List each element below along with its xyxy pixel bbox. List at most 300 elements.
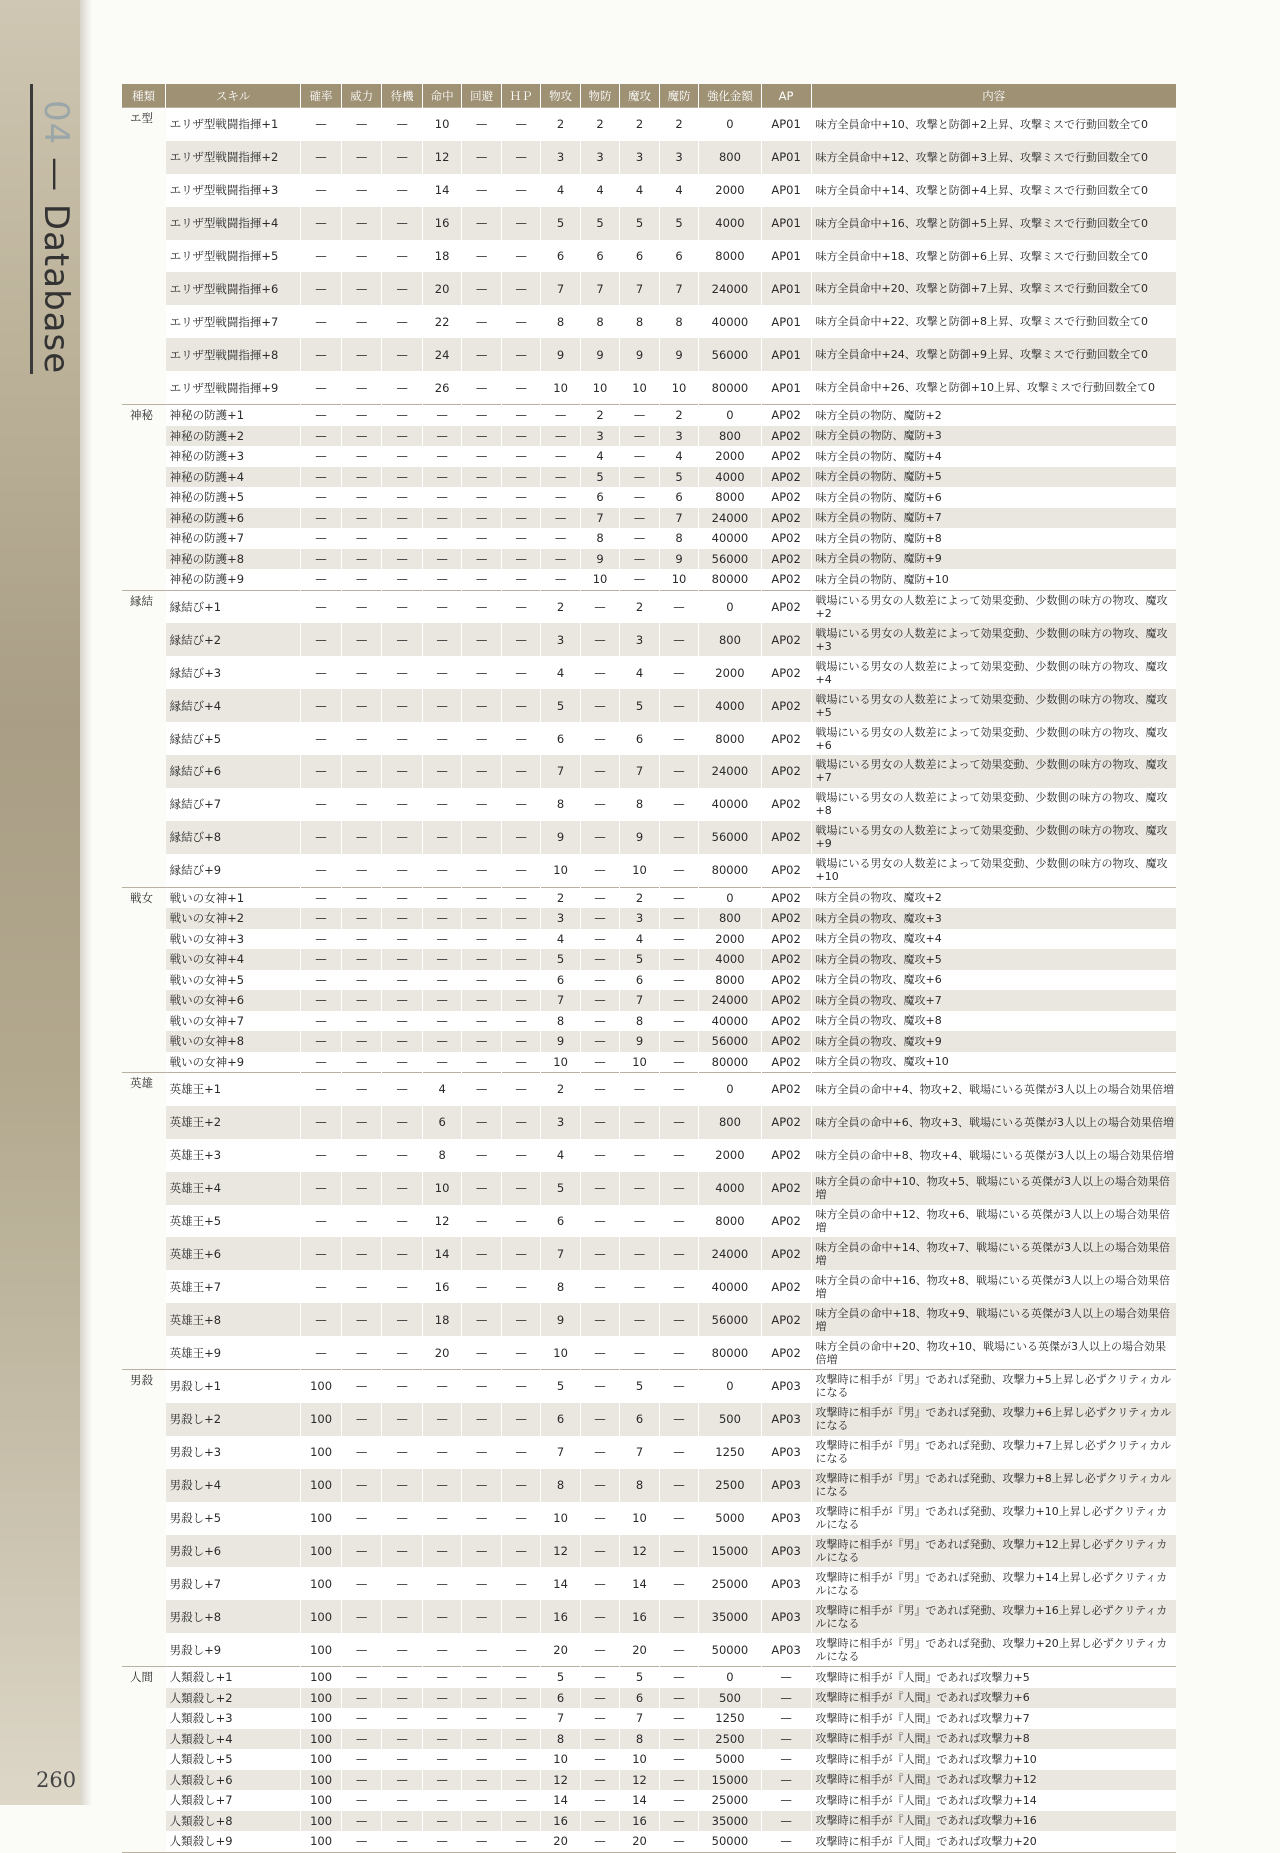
stat-cell: 6 (620, 1688, 659, 1709)
stat-cell: — (341, 1237, 382, 1270)
stat-cell: 100 (301, 1370, 342, 1403)
stat-cell: — (501, 1073, 540, 1106)
stat-cell: 0 (699, 1667, 761, 1688)
stat-cell: — (462, 1403, 501, 1436)
stat-cell: 12 (422, 141, 461, 174)
stat-cell: — (501, 990, 540, 1011)
stat-cell: — (382, 528, 423, 549)
stat-cell: — (462, 1749, 501, 1770)
skill-type-cell (122, 755, 166, 788)
column-header: 強化金額 (699, 84, 761, 108)
stat-cell: 16 (541, 1600, 580, 1633)
stat-cell: 1250 (699, 1708, 761, 1729)
skill-type-cell (122, 1139, 166, 1172)
stat-cell: AP02 (761, 929, 811, 950)
stat-cell: — (301, 1205, 342, 1238)
stat-cell: — (382, 569, 423, 590)
column-header: 回避 (462, 84, 501, 108)
stat-cell: — (659, 1535, 698, 1568)
stat-cell: AP01 (761, 108, 811, 141)
stat-cell: — (382, 990, 423, 1011)
skill-name-cell: 縁結び+7 (166, 788, 301, 821)
stat-cell: — (341, 338, 382, 371)
stat-cell: 16 (620, 1811, 659, 1832)
table-row (122, 1708, 1176, 1729)
stat-cell: AP01 (761, 141, 811, 174)
description-cell: 味方全員の物攻、魔攻+4 (811, 929, 1176, 950)
stat-cell: — (659, 1237, 698, 1270)
stat-cell: 25000 (699, 1567, 761, 1600)
stat-cell: — (462, 623, 501, 656)
stat-cell: 3 (541, 908, 580, 929)
stat-cell: AP01 (761, 371, 811, 404)
stat-cell: — (462, 174, 501, 207)
stat-cell: — (301, 949, 342, 970)
stat-cell: 7 (541, 990, 580, 1011)
table-row (122, 207, 1176, 240)
table-row (122, 338, 1176, 371)
stat-cell: 800 (699, 908, 761, 929)
stat-cell: 10 (659, 569, 698, 590)
stat-cell: — (301, 338, 342, 371)
stat-cell: — (462, 1052, 501, 1073)
stat-cell: 2000 (699, 174, 761, 207)
stat-cell: AP02 (761, 854, 811, 887)
stat-cell: — (580, 1502, 619, 1535)
stat-cell: — (301, 108, 342, 141)
chapter-title: 04 — Database (36, 100, 76, 375)
stat-cell: — (580, 1770, 619, 1791)
description-cell: 味方全員の物攻、魔攻+8 (811, 1011, 1176, 1032)
stat-cell: — (462, 1502, 501, 1535)
skill-type-cell (122, 1811, 166, 1832)
stat-cell: 100 (301, 1729, 342, 1750)
stat-cell: — (501, 1749, 540, 1770)
description-cell: 攻撃時に相手が『男』であれば発動、攻撃力+20上昇し必ずクリティカルになる (811, 1633, 1176, 1666)
stat-cell: AP03 (761, 1633, 811, 1666)
stat-cell: 3 (541, 141, 580, 174)
skill-type-cell (122, 1469, 166, 1502)
stat-cell: 20 (541, 1831, 580, 1852)
stat-cell: — (580, 970, 619, 991)
column-header: 内容 (811, 84, 1176, 108)
stat-cell: — (382, 821, 423, 854)
stat-cell: — (382, 1469, 423, 1502)
skill-name-cell: 神秘の防護+1 (166, 405, 301, 426)
stat-cell: — (541, 508, 580, 529)
column-header: スキル (166, 84, 301, 108)
stat-cell: — (462, 1567, 501, 1600)
stat-cell: — (462, 1139, 501, 1172)
stat-cell: — (580, 854, 619, 887)
stat-cell: — (422, 821, 461, 854)
description-cell: 味方全員命中+26、攻撃と防御+10上昇、攻撃ミスで行動回数全て0 (811, 371, 1176, 404)
stat-cell: — (501, 487, 540, 508)
stat-cell: 14 (620, 1790, 659, 1811)
stat-cell: — (341, 722, 382, 755)
description-cell: 味方全員の物防、魔防+8 (811, 528, 1176, 549)
stat-cell: — (341, 1535, 382, 1568)
stat-cell: 8 (659, 305, 698, 338)
stat-cell: — (501, 755, 540, 788)
stat-cell: 10 (580, 569, 619, 590)
stat-cell: — (501, 141, 540, 174)
skill-name-cell: 神秘の防護+6 (166, 508, 301, 529)
skill-type-cell (122, 1502, 166, 1535)
description-cell: 味方全員命中+22、攻撃と防御+8上昇、攻撃ミスで行動回数全て0 (811, 305, 1176, 338)
stat-cell: — (382, 1708, 423, 1729)
stat-cell: — (422, 446, 461, 467)
description-cell: 味方全員の命中+8、物攻+4、戦場にいる英傑が3人以上の場合効果倍増 (811, 1139, 1176, 1172)
table-row (122, 1831, 1176, 1852)
stat-cell: — (462, 108, 501, 141)
skill-name-cell: 英雄王+6 (166, 1237, 301, 1270)
description-cell: 攻撃時に相手が『人間』であれば攻撃力+7 (811, 1708, 1176, 1729)
stat-cell: 24000 (699, 990, 761, 1011)
stat-cell: — (620, 508, 659, 529)
skill-type-cell (122, 1303, 166, 1336)
skill-type-cell (122, 1336, 166, 1369)
stat-cell: — (501, 929, 540, 950)
stat-cell: 20 (422, 1336, 461, 1369)
stat-cell: AP02 (761, 1205, 811, 1238)
stat-cell: — (422, 929, 461, 950)
stat-cell: — (580, 755, 619, 788)
stat-cell: — (580, 1436, 619, 1469)
stat-cell: — (341, 207, 382, 240)
stat-cell: — (301, 590, 342, 623)
stat-cell: 100 (301, 1831, 342, 1852)
description-cell: 味方全員の物防、魔防+3 (811, 426, 1176, 447)
stat-cell: 2 (620, 590, 659, 623)
column-header: ＨＰ (501, 84, 540, 108)
table-row (122, 508, 1176, 529)
skill-type-cell (122, 338, 166, 371)
stat-cell: — (341, 1370, 382, 1403)
skill-type-cell (122, 722, 166, 755)
skill-type-cell (122, 1567, 166, 1600)
stat-cell: 4 (620, 174, 659, 207)
stat-cell: 6 (580, 240, 619, 273)
stat-cell: 5 (659, 467, 698, 488)
stat-cell: — (620, 426, 659, 447)
stat-cell: — (462, 1667, 501, 1688)
stat-cell: — (422, 854, 461, 887)
stat-cell: — (341, 1567, 382, 1600)
stat-cell: — (501, 305, 540, 338)
stat-cell: 800 (699, 1106, 761, 1139)
stat-cell: 25000 (699, 1790, 761, 1811)
stat-cell: 6 (541, 240, 580, 273)
table-row (122, 623, 1176, 656)
stat-cell: — (501, 1031, 540, 1052)
stat-cell: 9 (620, 338, 659, 371)
stat-cell: — (341, 405, 382, 426)
skill-type-cell: 男殺 (122, 1370, 166, 1403)
skill-name-cell: 神秘の防護+8 (166, 549, 301, 570)
stat-cell: 8 (541, 1469, 580, 1502)
stat-cell: — (382, 1336, 423, 1369)
stat-cell: 9 (659, 338, 698, 371)
stat-cell: 2 (620, 108, 659, 141)
stat-cell: — (301, 549, 342, 570)
stat-cell: — (501, 508, 540, 529)
stat-cell: — (541, 405, 580, 426)
stat-cell: — (422, 1667, 461, 1688)
stat-cell: 4 (541, 174, 580, 207)
stat-cell: — (462, 1172, 501, 1205)
table-row (122, 371, 1176, 404)
skill-type-cell (122, 528, 166, 549)
stat-cell: — (580, 1205, 619, 1238)
stat-cell: 8 (541, 788, 580, 821)
stat-cell: 4 (659, 446, 698, 467)
stat-cell: — (301, 970, 342, 991)
stat-cell: 5 (541, 1172, 580, 1205)
description-cell: 戦場にいる男女の人数差によって効果変動、少数側の味方の物攻、魔攻+7 (811, 755, 1176, 788)
description-cell: 味方全員命中+10、攻撃と防御+2上昇、攻撃ミスで行動回数全て0 (811, 108, 1176, 141)
stat-cell: — (501, 1139, 540, 1172)
stat-cell: — (761, 1831, 811, 1852)
stat-cell: — (301, 1011, 342, 1032)
stat-cell: — (659, 990, 698, 1011)
stat-cell: AP02 (761, 590, 811, 623)
stat-cell: AP02 (761, 1336, 811, 1369)
column-header: 命中 (422, 84, 461, 108)
stat-cell: 100 (301, 1502, 342, 1535)
stat-cell: 40000 (699, 1011, 761, 1032)
stat-cell: 5 (541, 207, 580, 240)
stat-cell: — (620, 1073, 659, 1106)
stat-cell: — (301, 569, 342, 590)
stat-cell: — (382, 1633, 423, 1666)
skill-type-cell (122, 1205, 166, 1238)
stat-cell: 3 (541, 1106, 580, 1139)
stat-cell: — (620, 1172, 659, 1205)
skill-name-cell: 英雄王+8 (166, 1303, 301, 1336)
stat-cell: — (659, 1502, 698, 1535)
stat-cell: 20 (620, 1633, 659, 1666)
stat-cell: — (501, 1106, 540, 1139)
stat-cell: 6 (422, 1106, 461, 1139)
description-cell: 味方全員の物攻、魔攻+9 (811, 1031, 1176, 1052)
stat-cell: 8 (620, 1469, 659, 1502)
stat-cell: — (382, 656, 423, 689)
stat-cell: 500 (699, 1403, 761, 1436)
stat-cell: 50000 (699, 1831, 761, 1852)
stat-cell: 800 (699, 426, 761, 447)
stat-cell: 7 (541, 1237, 580, 1270)
skill-name-cell: 神秘の防護+7 (166, 528, 301, 549)
stat-cell: 3 (620, 141, 659, 174)
stat-cell: — (341, 1270, 382, 1303)
stat-cell: 6 (580, 487, 619, 508)
stat-cell: 8 (580, 305, 619, 338)
stat-cell: — (620, 1336, 659, 1369)
stat-cell: 7 (659, 508, 698, 529)
stat-cell: 7 (580, 272, 619, 305)
stat-cell: — (580, 1370, 619, 1403)
skill-name-cell: 縁結び+1 (166, 590, 301, 623)
stat-cell: — (620, 1139, 659, 1172)
table-row (122, 1535, 1176, 1568)
stat-cell: — (620, 446, 659, 467)
stat-cell: 15000 (699, 1535, 761, 1568)
stat-cell: — (301, 1106, 342, 1139)
description-cell: 味方全員の物攻、魔攻+2 (811, 887, 1176, 908)
table-row (122, 970, 1176, 991)
stat-cell: — (501, 1205, 540, 1238)
stat-cell: — (620, 1106, 659, 1139)
stat-cell: 9 (541, 1303, 580, 1336)
stat-cell: — (422, 990, 461, 1011)
stat-cell: — (422, 970, 461, 991)
stat-cell: 4 (580, 174, 619, 207)
stat-cell: 100 (301, 1436, 342, 1469)
table-row (122, 1749, 1176, 1770)
stat-cell: 20 (620, 1831, 659, 1852)
stat-cell: AP02 (761, 528, 811, 549)
stat-cell: — (422, 487, 461, 508)
stat-cell: AP02 (761, 821, 811, 854)
stat-cell: AP02 (761, 405, 811, 426)
stat-cell: — (301, 1139, 342, 1172)
description-cell: 味方全員の物防、魔防+7 (811, 508, 1176, 529)
skill-name-cell: エリザ型戦闘指揮+4 (166, 207, 301, 240)
stat-cell: 35000 (699, 1811, 761, 1832)
stat-cell: — (580, 1403, 619, 1436)
stat-cell: — (382, 722, 423, 755)
stat-cell: — (341, 240, 382, 273)
stat-cell: — (659, 722, 698, 755)
stat-cell: 12 (541, 1535, 580, 1568)
table-row (122, 1633, 1176, 1666)
chapter-rule (30, 84, 33, 374)
stat-cell: — (382, 1237, 423, 1270)
stat-cell: — (341, 1708, 382, 1729)
stat-cell: — (301, 755, 342, 788)
stat-cell: — (462, 1031, 501, 1052)
stat-cell: — (422, 1688, 461, 1709)
stat-cell: 5 (541, 949, 580, 970)
stat-cell: — (341, 854, 382, 887)
skill-type-cell: 縁結 (122, 590, 166, 623)
stat-cell: AP02 (761, 508, 811, 529)
stat-cell: 7 (620, 755, 659, 788)
stat-cell: — (422, 1469, 461, 1502)
stat-cell: — (341, 1106, 382, 1139)
stat-cell: 10 (580, 371, 619, 404)
stat-cell: — (501, 689, 540, 722)
stat-cell: — (301, 689, 342, 722)
stat-cell: 4000 (699, 207, 761, 240)
stat-cell: AP02 (761, 949, 811, 970)
skill-name-cell: 英雄王+3 (166, 1139, 301, 1172)
stat-cell: AP03 (761, 1403, 811, 1436)
skill-type-cell: エ型 (122, 108, 166, 141)
skill-name-cell: 男殺し+5 (166, 1502, 301, 1535)
stat-cell: AP02 (761, 908, 811, 929)
stat-cell: — (422, 656, 461, 689)
stat-cell: — (501, 1688, 540, 1709)
stat-cell: — (341, 1667, 382, 1688)
skill-type-cell (122, 467, 166, 488)
stat-cell: — (580, 689, 619, 722)
stat-cell: — (341, 1469, 382, 1502)
table-row (122, 174, 1176, 207)
description-cell: 戦場にいる男女の人数差によって効果変動、少数側の味方の物攻、魔攻+8 (811, 788, 1176, 821)
stat-cell: — (462, 207, 501, 240)
stat-cell: AP02 (761, 623, 811, 656)
stat-cell: — (382, 854, 423, 887)
stat-cell: 9 (541, 1031, 580, 1052)
stat-cell: — (501, 1567, 540, 1600)
stat-cell: — (382, 887, 423, 908)
stat-cell: — (301, 722, 342, 755)
stat-cell: — (462, 1106, 501, 1139)
table-row (122, 788, 1176, 821)
table-row (122, 240, 1176, 273)
stat-cell: — (501, 426, 540, 447)
stat-cell: 100 (301, 1403, 342, 1436)
stat-cell: — (580, 1270, 619, 1303)
description-cell: 味方全員命中+12、攻撃と防御+3上昇、攻撃ミスで行動回数全て0 (811, 141, 1176, 174)
stat-cell: — (580, 788, 619, 821)
stat-cell: 24000 (699, 755, 761, 788)
stat-cell: — (659, 1270, 698, 1303)
stat-cell: AP02 (761, 1073, 811, 1106)
description-cell: 戦場にいる男女の人数差によって効果変動、少数側の味方の物攻、魔攻+3 (811, 623, 1176, 656)
stat-cell: — (301, 1052, 342, 1073)
stat-cell: — (382, 508, 423, 529)
stat-cell: — (462, 1270, 501, 1303)
stat-cell: 24000 (699, 272, 761, 305)
stat-cell: — (462, 1688, 501, 1709)
stat-cell: — (659, 1073, 698, 1106)
stat-cell: — (462, 656, 501, 689)
description-cell: 戦場にいる男女の人数差によって効果変動、少数側の味方の物攻、魔攻+10 (811, 854, 1176, 887)
stat-cell: — (382, 949, 423, 970)
stat-cell: — (382, 1172, 423, 1205)
stat-cell: 18 (422, 240, 461, 273)
stat-cell: — (341, 1052, 382, 1073)
stat-cell: 26 (422, 371, 461, 404)
stat-cell: — (580, 1567, 619, 1600)
stat-cell: — (659, 1303, 698, 1336)
skill-name-cell: 英雄王+1 (166, 1073, 301, 1106)
stat-cell: — (501, 467, 540, 488)
stat-cell: — (462, 1770, 501, 1791)
column-header: 威力 (341, 84, 382, 108)
stat-cell: — (659, 970, 698, 991)
stat-cell: 2000 (699, 656, 761, 689)
stat-cell: — (382, 1831, 423, 1852)
stat-cell: 50000 (699, 1633, 761, 1666)
stat-cell: — (659, 689, 698, 722)
stat-cell: AP02 (761, 755, 811, 788)
stat-cell: 7 (541, 1436, 580, 1469)
stat-cell: — (462, 929, 501, 950)
stat-cell: — (341, 528, 382, 549)
stat-cell: 2 (541, 1073, 580, 1106)
stat-cell: 20 (541, 1633, 580, 1666)
stat-cell: — (382, 405, 423, 426)
table-row (122, 1270, 1176, 1303)
stat-cell: — (501, 569, 540, 590)
stat-cell: — (580, 656, 619, 689)
stat-cell: — (659, 1469, 698, 1502)
stat-cell: — (422, 908, 461, 929)
